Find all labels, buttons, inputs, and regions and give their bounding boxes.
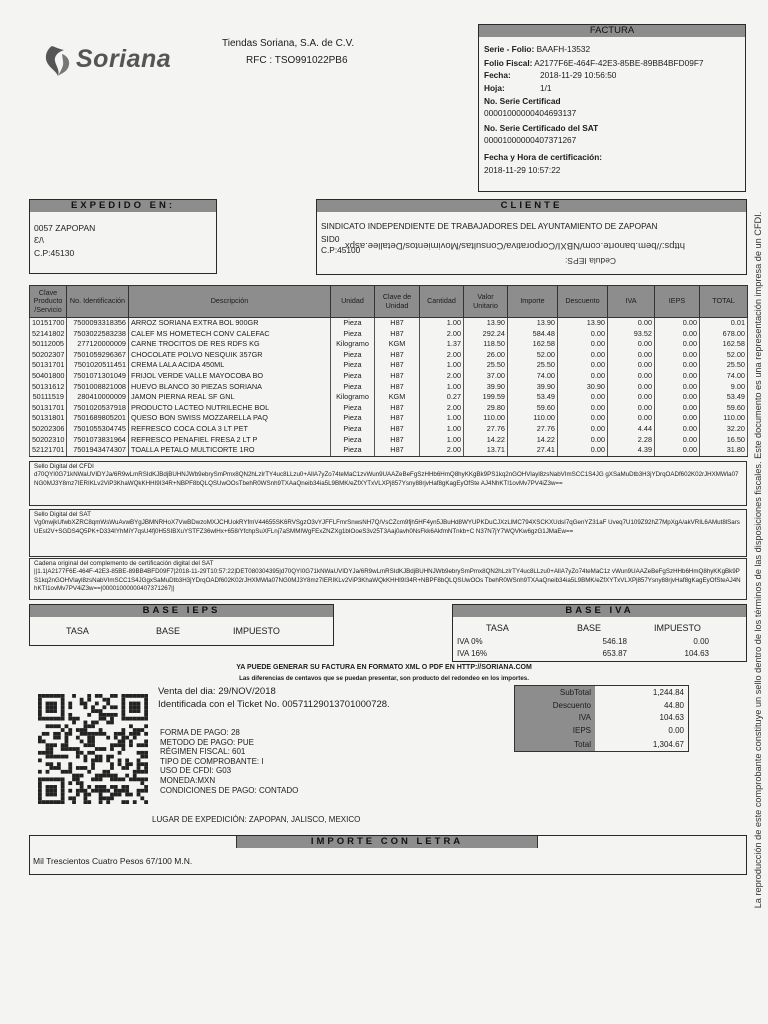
table-row [30,350,748,361]
table-cell: 2.00 [420,329,464,340]
subtotal-label: SubTotal [515,686,596,700]
fecha-label: Fecha: [484,70,511,80]
ieps-total-label: IEPS [515,724,596,738]
venta-ticket: Identificada con el Ticket No. 00571129013701000728. [158,699,390,710]
items-header-row [30,286,748,318]
payment-info [160,728,298,795]
table-cell: 0.00 [558,360,608,371]
expedido-line2: Ɛ/\ [34,235,44,245]
table-cell: Pieza [331,318,375,329]
table-row [30,382,748,393]
table-cell: 13.71 [464,445,508,456]
column-header: Clave de Unidad [375,286,420,318]
table-cell: 0.00 [655,360,700,371]
table-cell: H87 [375,413,420,424]
hoja-value: 1/1 [540,83,552,93]
table-cell: 0.00 [558,435,608,446]
table-cell: 14.22 [464,435,508,446]
table-row [30,329,748,340]
table-cell: H87 [375,445,420,456]
table-cell: 50131801 [30,413,67,424]
table-cell: 50401800 [30,371,67,382]
table-cell: 7501055304745 [67,424,129,435]
table-cell: Kilogramo [331,339,375,350]
table-cell: Pieza [331,424,375,435]
notice-line-1: YA PUEDE GENERAR SU FACTURA EN FORMATO XML O PDF EN HTTP://SORIANA.COM [236,664,532,671]
subtotal-value: 1,244.84 [652,688,684,698]
table-cell: ARROZ SORIANA EXTRA BOL 900GR [129,318,331,329]
table-cell: Kilogramo [331,392,375,403]
iva-0-base: 546.18 [602,637,627,646]
table-cell: TOALLA PETALO MULTICORTE 1RO [129,445,331,456]
importe-letra-text: Mil Trescientos Cuatro Pesos 67/100 M.N. [33,856,193,866]
hoja-label: Hoja: [484,83,505,93]
cadena-original-value: ||1.1|A2177F6E-464F-42E3-85BE-89BB4BFD09F7|2018-11-29T10:57:22|DET080304395|d70QYI0G71kNWaUVIDYJa/6R9wLmRSIdKJBdjBUHNJWb9ebrySmPmx8QN2hLzIrTY4uc8LLzu0+AllA7yZo74teMaC1z vWun9UAAZeBeFgSzHHb6HmQ8hyKKgBk9PS1kq2nGOHVlayl8zsNabVImSCC1S4JGgxSaMuDtb3H3jYDrqOADf602K02rJHXMWla07NG0MJ3Y8mz7IERIKLv2ViP3KhaWQkKHHI9I34R+NBPF8bQLQSUwOOs TbehR0WSnh9TXAaQneib34ia5L9BMK/eZfXYTxVLXPj857Ysny88rjvHaf8gKagEyOfSteAJ4NhKTI1ovMv7PV4iZ3w==|00001000000407371267|| [34,568,741,592]
table-cell: 7503022583238 [67,329,129,340]
table-cell: 0.00 [558,392,608,403]
table-cell: 10151700 [30,318,67,329]
table-cell: 32.20 [700,424,748,435]
table-cell: 0.00 [558,329,608,340]
table-cell: 0.00 [608,339,655,350]
table-cell: 25.50 [508,360,558,371]
company-name: Tiendas Soriana, S.A. de C.V. [222,38,355,49]
iva-16-label: IVA 16% [457,649,488,658]
table-cell: 4.39 [608,445,655,456]
table-cell: 110.00 [508,413,558,424]
table-cell: 29.80 [464,403,508,414]
table-cell: 584.48 [508,329,558,340]
table-cell: 50111519 [30,392,67,403]
table-cell: 1.00 [420,413,464,424]
table-row [30,445,748,456]
expedido-title: EXPEDIDO EN: [30,200,216,212]
table-cell: 0.00 [558,403,608,414]
cliente-rfc: SID0 [321,234,340,244]
cert-sat-value: 00001000000407371267 [484,135,577,145]
regimen-fiscal: RÉGIMEN FISCAL: 601 [160,747,246,757]
factura-box [478,24,746,192]
table-cell: Pieza [331,403,375,414]
table-cell: REFRESCO PENAFIEL FRESA 2 LT P [129,435,331,446]
items-table [29,285,748,457]
table-cell: 25.50 [464,360,508,371]
soriana-logo-icon [44,44,72,78]
table-cell: 93.52 [608,329,655,340]
table-cell: 162.58 [508,339,558,350]
table-cell: KGM [375,339,420,350]
table-cell: 0.00 [655,318,700,329]
column-header: Cantidad [420,286,464,318]
table-cell: 0.00 [608,382,655,393]
table-cell: 26.00 [464,350,508,361]
table-cell: 0.00 [655,371,700,382]
company-rfc: RFC : TSO991022PB6 [246,55,348,66]
table-row [30,339,748,350]
legal-side-text: La reproducción de este comprobante constituye un sello dentro de los términos de las disposiciones fiscales. Este documento es una representación impresa de un CFDI. [753,211,763,909]
sello-cfdi-box [29,461,747,506]
column-header: Valor Unitario [464,286,508,318]
table-cell: QUESO BON SWISS MOZZARELLA PAQ [129,413,331,424]
table-cell: H87 [375,424,420,435]
table-cell: 110.00 [700,413,748,424]
moneda: MONEDA:MXN [160,775,216,785]
column-header: Descripción [129,286,331,318]
table-row [30,435,748,446]
tipo-comprobante: TIPO DE COMPROBANTE: I [160,756,264,766]
table-cell: 0.00 [655,350,700,361]
table-cell: 50202306 [30,424,67,435]
table-cell: 30.90 [558,382,608,393]
cliente-box [316,199,747,275]
table-cell: 110.00 [464,413,508,424]
table-cell: H87 [375,329,420,340]
table-cell: 7501020537918 [67,403,129,414]
importe-letra-box [29,835,747,875]
column-header: Descuento [558,286,608,318]
table-cell: 7501943474307 [67,445,129,456]
table-cell: 118.50 [464,339,508,350]
table-cell: 74.00 [700,371,748,382]
fecha-cert-value: 2018-11-29 10:57:22 [484,165,561,175]
condiciones-pago: CONDICIONES DE PAGO: CONTADO [160,785,299,795]
forma-pago: FORMA DE PAGO: 28 [160,728,240,737]
table-cell: 7501073831964 [67,435,129,446]
base-iva-box [452,604,747,662]
table-cell: 52.00 [700,350,748,361]
ieps-total-value: 0.00 [668,726,684,735]
table-cell: 2.00 [420,403,464,414]
folio-fiscal-value: A2177F6E-464F-42E3-85BE-89BB4BFD09F7 [534,58,704,68]
table-cell: 50131612 [30,382,67,393]
table-cell: 7500093318356 [67,318,129,329]
folio-fiscal-label: Folio Fiscal: [484,58,533,68]
qr-code-icon [38,694,148,804]
table-cell: 74.00 [508,371,558,382]
serie-folio-label: Serie - Folio: [484,44,535,54]
table-cell: 27.76 [508,424,558,435]
base-iva-tasa-header: TASA [486,623,509,633]
table-cell: 292.24 [464,329,508,340]
table-row [30,424,748,435]
table-cell: Pieza [331,350,375,361]
fecha-value: 2018-11-29 10:56:50 [540,70,617,80]
items-body [30,318,748,457]
iva-16-base: 653.87 [602,649,627,658]
table-row [30,403,748,414]
table-cell: H87 [375,360,420,371]
base-ieps-impuesto-header: IMPUESTO [233,626,280,636]
table-cell: 13.90 [464,318,508,329]
descuento-value: 44.80 [663,701,684,710]
table-cell: 13.90 [558,318,608,329]
table-cell: 0.00 [608,360,655,371]
table-cell: 0.00 [655,392,700,403]
table-cell: 39.90 [464,382,508,393]
table-cell: 1.00 [420,382,464,393]
table-cell: 2.28 [608,435,655,446]
table-cell: 0.00 [655,413,700,424]
table-row [30,413,748,424]
table-cell: 1.00 [420,435,464,446]
table-cell: CHOCOLATE POLVO NESQUIK 357GR [129,350,331,361]
table-cell: 0.00 [608,392,655,403]
table-cell: 53.49 [700,392,748,403]
table-row [30,318,748,329]
table-cell: 25.50 [700,360,748,371]
iva-0-impuesto: 0.00 [693,637,709,646]
table-cell: 27.76 [464,424,508,435]
table-cell: 7501008821008 [67,382,129,393]
column-header: Clave Producto /Servicio [30,286,67,318]
table-cell: 0.00 [655,403,700,414]
cliente-title: CLIENTE [317,200,746,212]
table-cell: 39.90 [508,382,558,393]
expedido-box [29,199,217,274]
table-cell: 1.37 [420,339,464,350]
table-cell: H87 [375,382,420,393]
table-cell: 4.44 [608,424,655,435]
total-value: 1,304.67 [652,739,684,749]
soriana-logo-text: Soriana [76,45,172,73]
table-cell: 50131701 [30,360,67,371]
table-cell: 7501071301049 [67,371,129,382]
table-cell: 7501689805201 [67,413,129,424]
notice-line-2: Las diferencias de centavos que se puedan presentar, son producto del redondeo en los importes. [239,675,529,682]
table-cell: 1.00 [420,424,464,435]
table-cell: CREMA LALA ACIDA 450ML [129,360,331,371]
table-cell: 162.58 [700,339,748,350]
table-cell: 50202310 [30,435,67,446]
table-cell: 0.00 [558,424,608,435]
metodo-pago: METODO DE PAGO: PUE [160,737,254,747]
table-cell: 0.00 [608,350,655,361]
venta-fecha: Venta del dia: 29/NOV/2018 [158,686,276,697]
cliente-cp: C.P:45100 [321,245,361,255]
column-header: TOTAL [700,286,748,318]
table-cell: Pieza [331,371,375,382]
iva-total-value: 104.63 [659,713,684,722]
table-cell: 199.59 [464,392,508,403]
cert-sat-label: No. Serie Certificado del SAT [484,123,599,133]
sello-sat-box [29,509,747,557]
table-cell: 31.80 [700,445,748,456]
table-cell: Pieza [331,360,375,371]
table-cell: 0.00 [655,382,700,393]
table-cell: 0.00 [655,445,700,456]
iva-16-impuesto: 104.63 [684,649,709,658]
table-cell: FRIJOL VERDE VALLE MAYOCOBA BO [129,371,331,382]
table-cell: 7501059296367 [67,350,129,361]
factura-title: FACTURA [479,25,745,37]
base-ieps-box [29,604,334,646]
table-cell: H87 [375,435,420,446]
table-cell: 52141802 [30,329,67,340]
table-cell: 0.01 [700,318,748,329]
table-cell: 0.00 [558,350,608,361]
table-cell: 0.00 [558,445,608,456]
iva-0-label: IVA 0% [457,637,483,646]
table-cell: 52.00 [508,350,558,361]
cedula-ieps-label: Cedula IEPS: [565,256,617,266]
cadena-original-label: Cadena original del complemento de certificación digital del SAT [34,560,214,567]
table-cell: 50112005 [30,339,67,350]
table-cell: Pieza [331,445,375,456]
cadena-original-box [29,558,747,600]
base-iva-impuesto-header: IMPUESTO [654,623,701,633]
table-cell: 0.00 [655,329,700,340]
table-cell: 0.00 [558,371,608,382]
table-cell: 52121701 [30,445,67,456]
base-iva-base-header: BASE [577,623,602,633]
table-cell: 277120000009 [67,339,129,350]
cliente-name: SINDICATO INDEPENDIENTE DE TRABAJADORES DEL AYUNTAMIENTO DE ZAPOPAN [321,221,658,231]
table-cell: 50131701 [30,403,67,414]
lugar-expedicion: LUGAR DE EXPEDICIÓN: ZAPOPAN, JALISCO, MEXICO [152,815,361,824]
fecha-cert-label: Fecha y Hora de certificación: [484,152,603,162]
table-cell: H87 [375,403,420,414]
table-cell: Pieza [331,413,375,424]
table-cell: 2.00 [420,350,464,361]
sello-sat-value: Vg0nwjkUfwbXZRC8qmWsWuAvwBYgJBMNRHoX7VwBDwzoMXJCHUokRYfmV44655SK6RVSgzO3vYJFFLFmrSnwsNH7Q/VsCZcm9fjh5HF4yn5JBuHd8WYUPKDuCJXzLlMC794XSCKXUdsI7qGenYZ31aF Uveq7U109Z92hZ7MpXgA/akVRIL6AMut8lSarsUEsl2V+SGDS4Q5PK+D334IYhMiY7qsU4fj0H5SIBXuYSTFZ36wlHx+658/YfchpSuXFLnj7aSMMIWgFExZNZXg1bIOoeS3v25T3Aaj0avh0NsFkk6AkfmNTnkb+C N37N7jY7WQVKw6gzG1JMaEw== [34,519,740,535]
table-row [30,392,748,403]
table-cell: 2.00 [420,371,464,382]
table-cell: JAMON PIERNA REAL SF GNL [129,392,331,403]
expedido-branch: 0057 ZAPOPAN [34,223,96,233]
cert-value: 00001000000404693137 [484,108,577,118]
sello-sat-label: Sello Digital del SAT [34,511,91,518]
base-ieps-title: BASE IEPS [30,605,333,617]
cert-label: No. Serie Certificad [484,96,561,106]
table-cell: 1.00 [420,318,464,329]
table-cell: 7501020511451 [67,360,129,371]
table-cell: 0.00 [608,318,655,329]
table-cell: 0.00 [558,413,608,424]
column-header: IEPS [655,286,700,318]
table-cell: 13.90 [508,318,558,329]
table-cell: 53.49 [508,392,558,403]
column-header: No. Identificación [67,286,129,318]
table-row [30,360,748,371]
table-cell: H87 [375,350,420,361]
descuento-label: Descuento [515,700,596,712]
table-cell: KGM [375,392,420,403]
total-label: Total [515,738,596,752]
table-cell: CALEF MS HOMETECH CONV CALEFAC [129,329,331,340]
mirrored-url-overlay: https://bem.banorte.com/NBXI/Corporativa/Consultas/Movimientos/Detallee.aspx [345,240,686,251]
importe-letra-title: IMPORTE CON LETRA [236,836,538,848]
table-cell: 0.00 [608,403,655,414]
uso-cfdi: USO DE CFDI: G03 [160,766,232,776]
table-cell: 0.00 [608,413,655,424]
totals-table [514,685,689,752]
table-cell: 0.00 [655,339,700,350]
table-cell: REFRESCO COCA COLA 3 LT PET [129,424,331,435]
iva-total-label: IVA [515,712,596,724]
table-cell: 59.60 [508,403,558,414]
column-header: Unidad [331,286,375,318]
sello-cfdi-value: d70QYI0G71kNWaUVIDYJa/6R9wLmRSIdKJBdjBUHNJWb9ebrySmPmx8QN2hLzIrTY4uc8LLzu0+AllA7yZo74teMaC1zvWun9UAAZeBeFgSzHHb6HmQ8hyKKgBk9PS1kq2nGOHVlayl8zsNabVImSCC1S4JG gXSaMuDtb3H3jYDrqOADf602K02rJHXMWla07NG0MJ3Y8mz7IERIKLv2ViP3KhaWQkKHHI9I34R+NBPF8bQLQSUwOOsTbehR0WSnh9TXAaQneib34ia5L9BMK/eZfXYTxVLXPj857Ysny88rjvHaf8gKagEyOfSte AJ4NhKTI1ovMv7PV4iZ3w== [34,471,739,487]
base-ieps-tasa-header: TASA [66,626,89,636]
table-cell: 59.60 [700,403,748,414]
table-cell: H87 [375,318,420,329]
table-cell: 678.00 [700,329,748,340]
table-cell: 50202307 [30,350,67,361]
table-cell: 27.41 [508,445,558,456]
table-cell: Pieza [331,329,375,340]
table-row [30,371,748,382]
table-cell: 280410000009 [67,392,129,403]
column-header: Importe [508,286,558,318]
table-cell: Pieza [331,382,375,393]
column-header: IVA [608,286,655,318]
table-cell: Pieza [331,435,375,446]
table-cell: 37.00 [464,371,508,382]
table-cell: CARNE TROCITOS DE RES RDFS KG [129,339,331,350]
table-cell: 9.00 [700,382,748,393]
table-cell: 14.22 [508,435,558,446]
table-cell: 0.00 [655,424,700,435]
table-cell: H87 [375,371,420,382]
table-cell: 0.27 [420,392,464,403]
table-cell: 0.00 [655,435,700,446]
expedido-cp: C.P:45130 [34,248,75,258]
base-ieps-base-header: BASE [156,626,181,636]
sello-cfdi-label: Sello Digital del CFDI [34,463,94,470]
table-cell: HUEVO BLANCO 30 PIEZAS SORIANA [129,382,331,393]
table-cell: 0.00 [608,371,655,382]
table-cell: PRODUCTO LACTEO NUTRILECHE BOL [129,403,331,414]
table-cell: 2.00 [420,445,464,456]
base-iva-title: BASE IVA [453,605,746,617]
serie-folio-value: BAAFH-13532 [536,44,591,54]
table-cell: 0.00 [558,339,608,350]
table-cell: 1.00 [420,360,464,371]
table-cell: 16.50 [700,435,748,446]
